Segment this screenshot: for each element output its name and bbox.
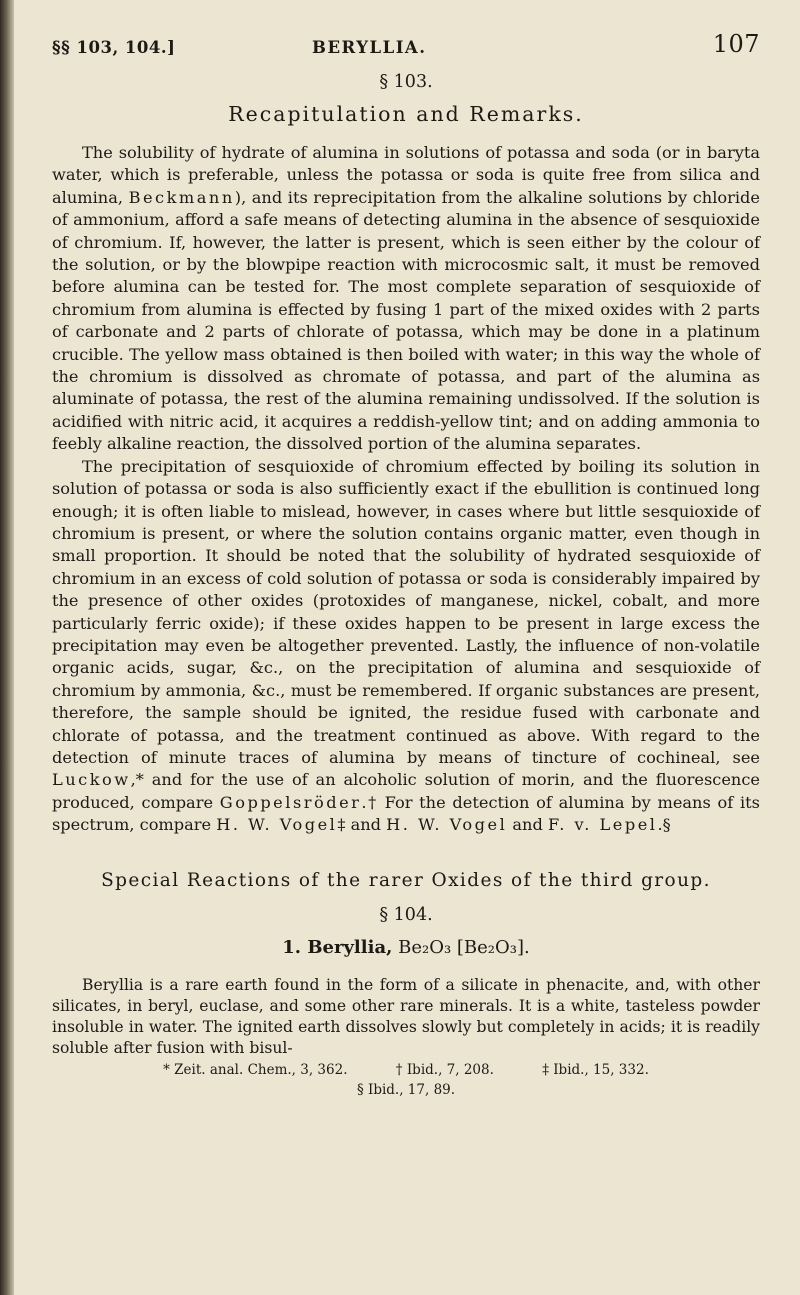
author-name: F. v. Lepel [547, 815, 658, 835]
footnote-4: § Ibid., 17, 89. [356, 1081, 456, 1098]
beryllia-subheading: 1. Beryllia, Be₂O₃ [Be₂O₃]. [282, 936, 530, 958]
author-name: Luckow [52, 770, 131, 790]
footnote-2: † Ibid., 7, 208. [395, 1061, 494, 1078]
paragraph-solubility: The solubility of hydrate of alumina in solutions of potassa and soda (or in baryta water, which is preferable, unless the potassa or soda is quite free from silica and alumina, Beckmann), and its reprecipitation from the alkaline solutions by chloride of ammonium, afford a safe means of detecting alumina in the absence of sesquioxide of chromium. If, however, the latter is present, which is seen either by the colour of the solution, or by the blowpipe reaction with microcosmic salt, it must be removed before alumina can be tested for. The most complete separation of sesquioxide of chromium from alumina is effected by fusing 1 part of the mixed oxides with 2 parts of carbonate and 2 parts of chlorate of potassa, which may be done in a platinum crucible. The yellow mass obtained is then boiled with water; in this way the whole of the chromium is dissolved as chromate of potassa, and part of the alumina as aluminate of potassa, the rest of the alumina remaining undissolved. If the solution is acidified with nitric acid, it acquires a reddish-yellow tint; and on adding ammonia to feebly alkaline reaction, the dissolved portion of the alumina separates. [52, 143, 760, 454]
page-number: 107 [712, 30, 760, 58]
author-name: H. W. Vogel [216, 815, 338, 835]
footnotes [52, 1061, 760, 1079]
author-name: H. W. Vogel [386, 815, 508, 835]
header-chapter-title: BERYLLIA. [312, 38, 427, 57]
book-binding-edge [0, 0, 14, 1295]
author-name: Beckmann [128, 187, 235, 207]
special-reactions-heading: Special Reactions of the rarer Oxides of the third group. [101, 869, 711, 891]
section-title: Recapitulation and Remarks. [228, 102, 584, 126]
author-name: Goppelsröder [219, 792, 362, 812]
section-number-104: § 104. [379, 904, 433, 925]
footnotes-second-line [52, 1081, 760, 1099]
header-section-range: §§ 103, 104.] [52, 38, 176, 57]
book-page [52, 30, 760, 1099]
paragraph-precipitation: The precipitation of sesquioxide of chromium effected by boiling its solution in solution of potassa or soda is also sufficiently exact if the ebullition is continued long enough; it is often liable to mislead, however, in cases where but little sesquioxide of chromium is present, or where the solution contains organic matter, even though in small proportion. It should be noted that the solubility of hydrated sesquioxide of chromium in an excess of cold solution of potassa or soda is considerably impaired by the presence of other oxides (protoxides of manganese, nickel, cobalt, and more particularly ferric oxide); if these oxides happen to be present in large excess the precipitation may even be altogether prevented. Lastly, the influence of non-volatile organic acids, sugar, &c., on the precipitation of alumina and sesquioxide of chromium by ammonia, &c., must be remembered. If organic substances are present, therefore, the sample should be ignited, the residue fused with carbonate and chlorate of potassa, and the treatment continued as above. With regard to the detection of minute traces of alumina by means of tincture of cochineal, see Luckow,* and for the use of an alcoholic solution of morin, and the fluorescence produced, compare Goppelsröder.† For the detection of alumina by means of its spectrum, compare H. W. Vogel‡ and H. W. Vogel and F. v. Lepel.§ [52, 456, 760, 835]
paragraph-beryllia: Beryllia is a rare earth found in the form of a silicate in phenacite, and, with other silicates, in beryl, euclase, and some other rare minerals. It is a white, tasteless powder insoluble in water. The ignited earth dissolves slowly but completely in acids; it is readily soluble after fusion with bisul- [52, 975, 760, 1057]
footnote-3: ‡ Ibid., 15, 332. [542, 1061, 649, 1078]
footnote-1: * Zeit. anal. Chem., 3, 362. [163, 1061, 348, 1078]
section-number-103: § 103. [379, 72, 433, 92]
running-header [52, 30, 760, 64]
